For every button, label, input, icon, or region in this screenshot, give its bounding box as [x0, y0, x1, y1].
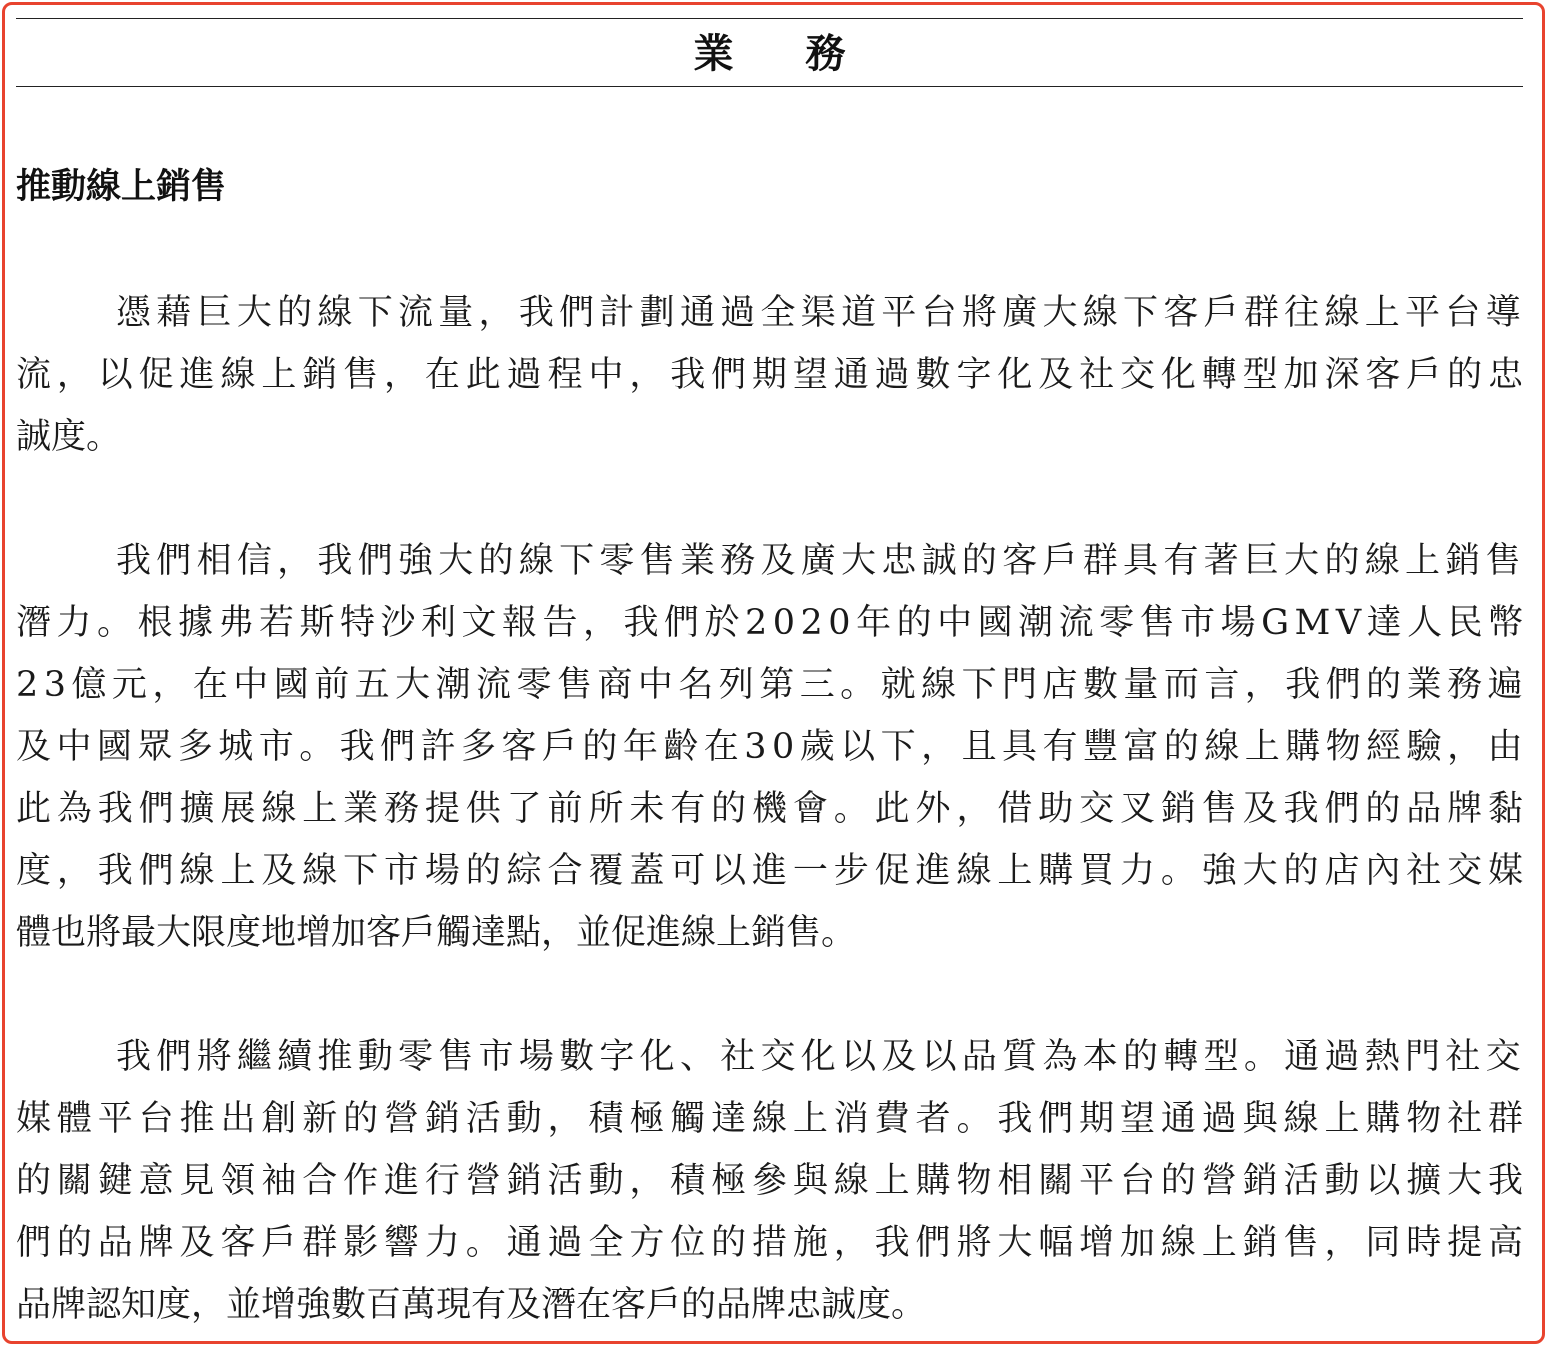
paragraph-line: 憑藉巨大的線下流量，我們計劃通過全渠道平台將廣大線下客戶群往線上平台導 — [116, 293, 1523, 333]
paragraph-line: 體也將最大限度地增加客戶觸達點，並促進線上銷售。 — [16, 913, 857, 953]
paragraph-line: 23億元，在中國前五大潮流零售商中名列第三。就線下門店數量而言，我們的業務遍 — [16, 665, 1528, 705]
paragraph-line: 媒體平台推出創新的營銷活動，積極觸達線上消費者。我們期望通過與線上購物社群 — [16, 1099, 1529, 1139]
paragraph-line: 我們相信，我們強大的線下零售業務及廣大忠誠的客戶群具有著巨大的線上銷售 — [116, 541, 1523, 581]
paragraph-line: 流，以促進線上銷售，在此過程中，我們期望通過數字化及社交化轉型加深客戶的忠 — [16, 355, 1529, 395]
paragraph-line: 們的品牌及客戶群影響力。通過全方位的措施，我們將大幅增加線上銷售，同時提高 — [16, 1223, 1529, 1263]
paragraph-3 — [16, 1026, 1529, 1336]
header-top-rule — [16, 18, 1523, 19]
paragraph-1 — [16, 282, 1529, 468]
paragraph-line: 品牌認知度，並增強數百萬現有及潛在客戶的品牌忠誠度。 — [16, 1285, 927, 1325]
paragraph-line: 此為我們擴展線上業務提供了前所未有的機會。此外，借助交叉銷售及我們的品牌黏 — [16, 789, 1529, 829]
paragraph-line: 誠度。 — [16, 417, 122, 457]
paragraph-line: 及中國眾多城市。我們許多客戶的年齡在30歲以下，且具有豐富的線上購物經驗，由 — [16, 727, 1528, 767]
paragraph-line: 潛力。根據弗若斯特沙利文報告，我們於2020年的中國潮流零售市場GMV達人民幣 — [16, 603, 1529, 643]
paragraph-line: 度，我們線上及線下市場的綜合覆蓋可以進一步促進線上購買力。強大的店內社交媒 — [16, 851, 1529, 891]
page-header-title: 業務 — [693, 31, 918, 77]
paragraph-line: 我們將繼續推動零售市場數字化、社交化以及以品質為本的轉型。通過熱門社交 — [116, 1037, 1523, 1077]
section-heading: 推動線上銷售 — [16, 167, 227, 207]
header-bottom-rule — [16, 86, 1523, 87]
paragraph-line: 的關鍵意見領袖合作進行營銷活動，積極參與線上購物相關平台的營銷活動以擴大我 — [16, 1161, 1529, 1201]
paragraph-2 — [16, 530, 1529, 964]
